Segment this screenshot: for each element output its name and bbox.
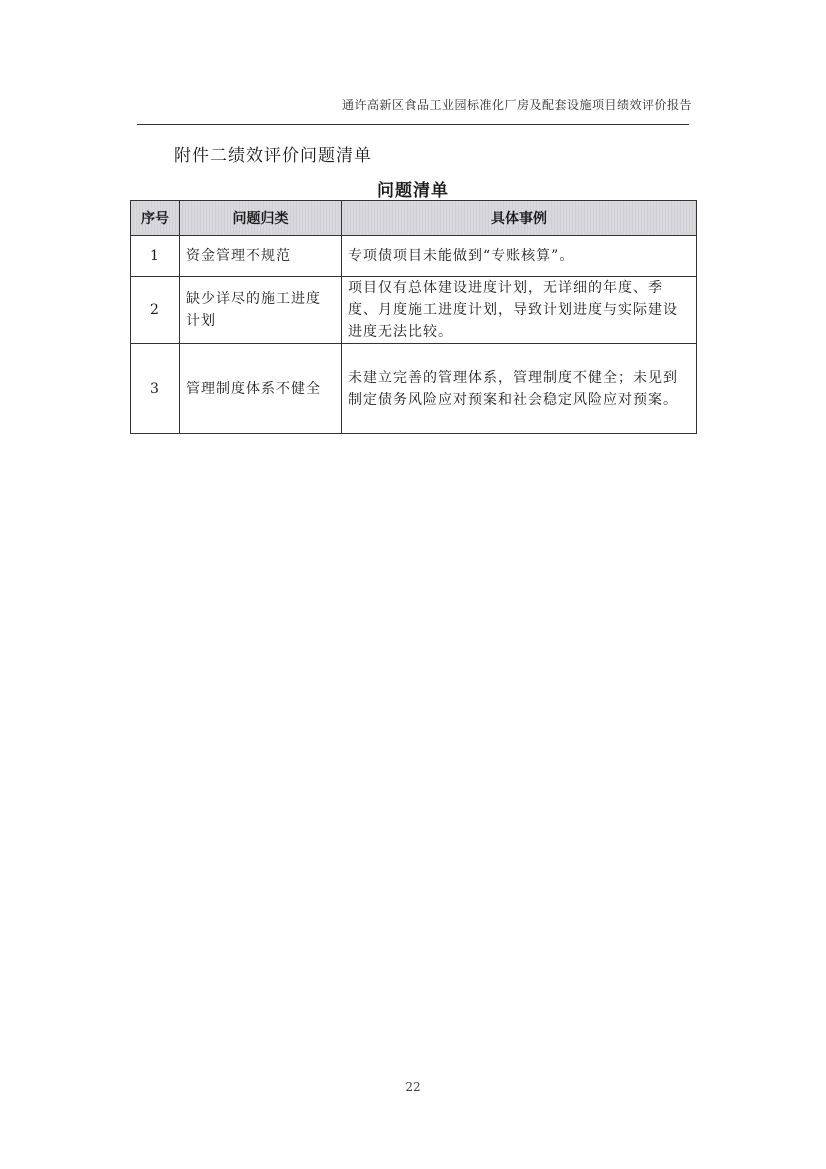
table-row — [131, 236, 697, 277]
page-number: 22 — [405, 1080, 421, 1094]
appendix-title: 附件二绩效评价问题清单 — [174, 146, 372, 166]
row-category: 资金管理不规范 — [180, 236, 342, 277]
column-header-detail: 具体事例 — [342, 201, 697, 236]
table-caption: 问题清单 — [377, 181, 449, 201]
header-rule — [137, 124, 689, 125]
row-detail: 项目仅有总体建设进度计划，无详细的年度、季度、月度施工进度计划，导致计划进度与实际建设进度无法比较。 — [342, 277, 697, 344]
row-detail: 未建立完善的管理体系，管理制度不健全；未见到制定债务风险应对预案和社会稳定风险应对预案。 — [342, 344, 697, 434]
row-number: 3 — [131, 344, 180, 434]
row-number: 1 — [131, 236, 180, 277]
column-header-number: 序号 — [131, 201, 180, 236]
row-number: 2 — [131, 277, 180, 344]
row-category: 缺少详尽的施工进度计划 — [180, 277, 342, 344]
table-row — [131, 344, 697, 434]
table-header-row — [131, 201, 697, 236]
row-detail: 专项债项目未能做到“专账核算”。 — [342, 236, 697, 277]
table-row — [131, 277, 697, 344]
column-header-category: 问题归类 — [180, 201, 342, 236]
row-category: 管理制度体系不健全 — [180, 344, 342, 434]
issues-table — [130, 200, 697, 434]
running-header: 通许高新区食品工业园标准化厂房及配套设施项目绩效评价报告 — [341, 98, 692, 112]
